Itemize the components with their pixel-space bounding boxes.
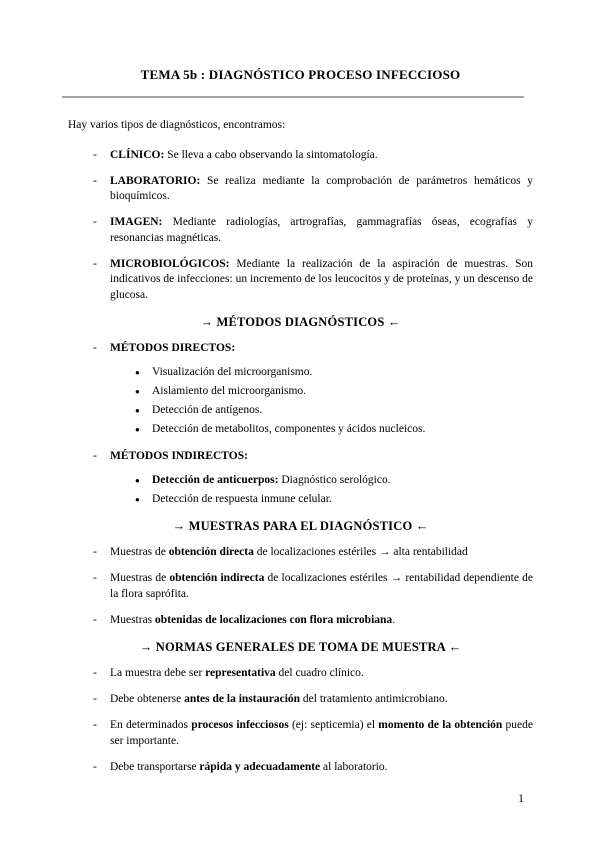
text-segment: . <box>392 613 396 626</box>
text-segment-bold: MICROBIOLÓGICOS: <box>110 257 230 270</box>
dash-marker: - <box>93 546 97 558</box>
dash-marker: - <box>93 667 97 679</box>
text-segment: del tratamiento antimicrobiano. <box>300 693 448 705</box>
dash-marker: - <box>93 613 97 626</box>
text-segment: del cuadro clínico. <box>275 667 364 679</box>
metodos-indirectos-title: MÉTODOS INDIRECTOS: <box>110 449 248 462</box>
list-item <box>68 365 533 381</box>
text-segment: En determinados <box>110 719 192 731</box>
dash-marker: - <box>93 719 97 731</box>
text-segment: Mediante la realización de la aspiración de muestras. Son indicativos de infecciones: un incremento de los leucocitos y de proteínas, y un descenso de glucosa. <box>110 257 533 301</box>
list-item-imagen <box>68 215 533 246</box>
text-segment-bold: antes de la instauración <box>184 693 301 705</box>
list-item-metodos-directos <box>68 341 533 357</box>
norma-text <box>110 718 533 749</box>
list-item-norma-momento <box>68 718 533 749</box>
text-segment-bold: procesos infecciosos <box>191 719 289 731</box>
text-segment: Muestras <box>110 613 156 626</box>
list-item <box>68 403 533 419</box>
muestra-text <box>110 571 533 602</box>
muestra-text <box>110 613 533 629</box>
text-segment: Debe obtenerse <box>110 693 185 705</box>
text-segment-bold: Detección de anticuerpos: <box>152 473 279 486</box>
bullet-marker: ● <box>135 368 140 377</box>
dash-marker: - <box>93 693 97 705</box>
bullet-text: Visualización del microorganismo. <box>152 366 313 378</box>
list-item-laboratorio <box>68 174 533 205</box>
text-segment: puede ser importante. <box>110 719 533 747</box>
text-segment: Muestras de <box>110 572 170 584</box>
text-segment-bold: obtención indirecta <box>169 572 265 584</box>
page-number: 1 <box>518 791 524 805</box>
list-item-muestra-directa <box>68 545 533 561</box>
section-heading-metodos-diagnosticos: → MÉTODOS DIAGNÓSTICOS ← <box>200 315 401 329</box>
list-item-muestra-indirecta <box>68 571 533 602</box>
diagnostic-type-text <box>110 148 533 164</box>
text-segment-bold: momento de la obtención <box>378 719 503 731</box>
page-title: TEMA 5b : DIAGNÓSTICO PROCESO INFECCIOSO <box>140 67 461 82</box>
text-segment: (ej: septicemia) el <box>288 719 379 731</box>
text-segment-bold: representativa <box>205 667 276 679</box>
dash-marker: - <box>93 257 97 270</box>
dash-marker: - <box>93 572 97 584</box>
text-segment-bold: LABORATORIO: <box>110 174 201 187</box>
diagnostic-type-text <box>110 215 533 246</box>
bullet-marker: ● <box>135 387 140 396</box>
list-item-norma-instauracion <box>68 692 533 708</box>
dash-marker: - <box>93 342 97 354</box>
text-segment: Se realiza mediante la comprobación de parámetros hemáticos y bioquímicos. <box>110 174 533 202</box>
bullet-marker: ● <box>135 475 140 485</box>
norma-text <box>110 692 533 708</box>
text-segment: Detección de respuesta inmune celular. <box>152 492 332 505</box>
section-heading-muestras: → MUESTRAS PARA EL DIAGNÓSTICO ← <box>172 519 429 533</box>
text-segment-bold: rápida y adecuadamente <box>199 760 321 773</box>
metodos-indirectos-list <box>68 473 533 508</box>
text-segment: de localizaciones estériles → rentabilidad dependiente de la flora saprófita. <box>110 572 534 600</box>
bullet-text <box>152 492 533 508</box>
text-segment: Debe transportarse <box>110 760 200 773</box>
text-segment-bold: obtenidas de localizaciones con flora microbiana <box>155 613 393 626</box>
metodos-directos-title: MÉTODOS DIRECTOS: <box>110 342 236 354</box>
list-item <box>68 384 533 400</box>
text-segment: La muestra debe ser <box>110 667 206 679</box>
text-segment-bold: IMAGEN: <box>110 216 163 228</box>
muestra-text <box>110 545 533 561</box>
bullet-text: Detección de antígenos. <box>152 404 263 416</box>
text-segment-bold: CLÍNICO: <box>110 148 165 161</box>
metodos-directos-list <box>68 365 533 438</box>
diagnostic-type-text <box>110 257 533 304</box>
dash-marker: - <box>93 760 97 773</box>
text-segment: al laboratorio. <box>320 760 388 773</box>
list-item-clinico <box>68 148 533 164</box>
text-segment: Mediante radiologías, artrografías, gammagrafías óseas, ecografías y resonancias magnéticas. <box>110 216 533 244</box>
text-segment: Diagnóstico serológico. <box>278 473 391 486</box>
list-item <box>68 473 533 489</box>
list-item-microbiologicos <box>68 257 533 304</box>
list-item <box>68 422 533 438</box>
bullet-text: Detección de metabolitos, componentes y ácidos nucleicos. <box>152 423 426 435</box>
bullet-marker: ● <box>135 425 140 434</box>
dash-marker: - <box>93 148 97 161</box>
norma-text <box>110 760 533 776</box>
diagnostic-type-text <box>110 174 533 205</box>
bullet-text: Aislamiento del microorganismo. <box>152 385 307 397</box>
title-divider <box>62 96 524 98</box>
text-segment: Se lleva a cabo observando la sintomatología. <box>164 148 378 161</box>
norma-text <box>110 666 533 682</box>
dash-marker: - <box>93 216 97 228</box>
list-item-norma-transporte <box>68 760 533 776</box>
text-segment: de localizaciones estériles → alta rentabilidad <box>253 546 468 558</box>
list-item-metodos-indirectos <box>68 449 533 465</box>
section-heading-normas: → NORMAS GENERALES DE TOMA DE MUESTRA ← <box>139 640 462 654</box>
dash-marker: - <box>93 449 97 462</box>
bullet-marker: ● <box>135 406 140 415</box>
intro-text: Hay varios tipos de diagnósticos, encontramos: <box>68 119 286 131</box>
text-segment-bold: obtención directa <box>168 546 254 558</box>
list-item <box>68 492 533 508</box>
list-item-muestra-flora <box>68 613 533 629</box>
list-item-norma-representativa <box>68 666 533 682</box>
bullet-text <box>152 473 533 489</box>
dash-marker: - <box>93 174 97 187</box>
text-segment: Muestras de <box>110 546 169 558</box>
bullet-marker: ● <box>135 494 140 504</box>
